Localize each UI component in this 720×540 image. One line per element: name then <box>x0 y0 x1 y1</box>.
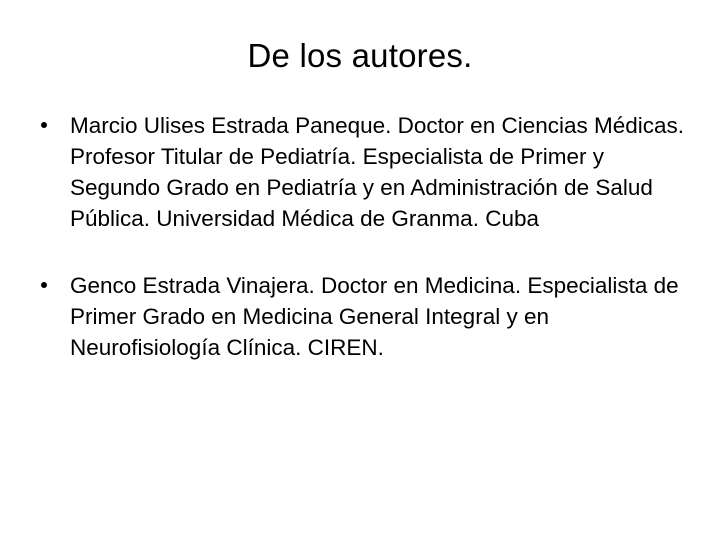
list-item <box>34 270 694 363</box>
authors-bullet-list <box>34 110 694 363</box>
list-item <box>34 110 694 234</box>
list-item-text: Marcio Ulises Estrada Paneque. Doctor en Ciencias Médicas. Profesor Titular de Pediatría. Especialista de Primer y Segundo Grado en Pediatría y en Administración de Salud Pública. Universidad Médica de Granma. Cuba <box>70 113 685 232</box>
bullet-dot-icon <box>41 122 47 128</box>
page-title: De los autores. <box>247 37 473 74</box>
bullet-dot-icon <box>41 282 47 288</box>
list-item-text: Genco Estrada Vinajera. Doctor en Medicina. Especialista de Primer Grado en Medicina General Integral y en Neurofisiología Clínica. CIREN. <box>70 273 679 361</box>
